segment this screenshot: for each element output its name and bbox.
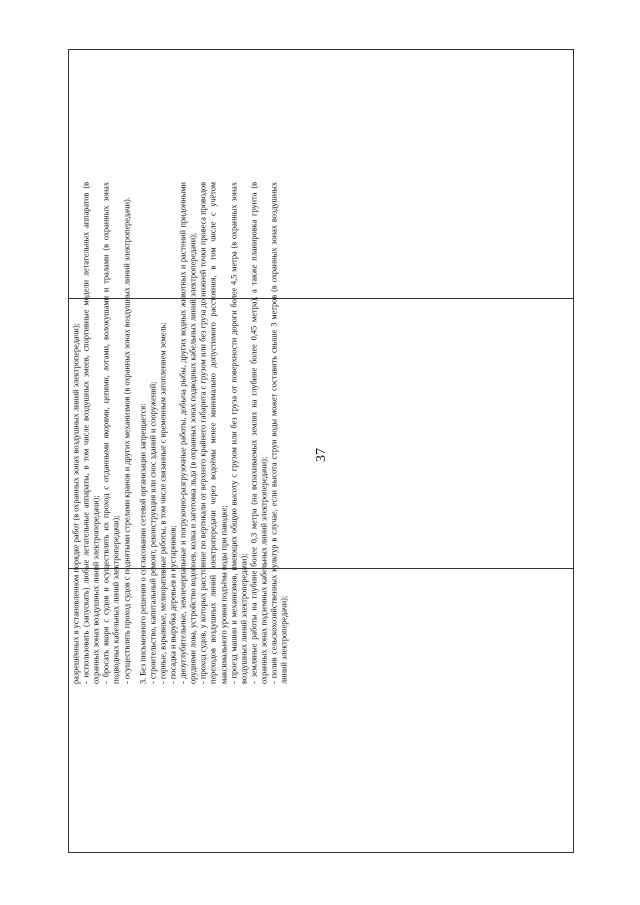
list-item: - использовать (запускать) любые летательные аппараты, в том числе воздушных змеев, спортивные модели летательных аппаратов (в охранных зонах воздушных линий электропередачи); (81, 182, 101, 684)
text-cell (69, 178, 574, 688)
section-heading: 3. Без письменного решения о согласовании сетевой организации запрещается: (138, 403, 148, 684)
list-item: - земляные работы на глубине более 0,3 метра (на вспахиваемых землях на глубине более 0,45 метра), а также планировка грунта (в охранных зонах подземных кабельных линий электропередачи); (249, 182, 269, 684)
list-item: - проход судов, у которых расстояние по вертикали от верхнего крайнего габарита с грузом или без груза до нижней точки провеса проводов переходов воздушных линий электропередачи через водоёмы менее минимально допустимого расстояния, в том числе с учётом максимального уровня подъёма воды при паводке; (198, 182, 229, 684)
list-item: - полив сельскохозяйственных культур в случае, если высота струи воды может составить свыше 3 метров (в охранных зонах воздушных линий электропередачи); (269, 182, 289, 684)
list-item: - дноуглубительные, землечерпальные и погрузочно-разгрузочные работы, добыча рыбы, других водных животных и растений придонными орудиями лова, устройство водопоев, колка и заготовка льда (в охранных зонах подводных кабельных линий электропередачи); (178, 182, 198, 684)
list-item: - осуществлять проход судов с поднятыми стрелами кранов и других механизмов (в охранных зонах воздушных линий электропередачи). (122, 197, 132, 684)
list-item: - горные, взрывные, мелиоративные работы, в том числе связанные с временным затоплением земель; (158, 322, 168, 684)
paragraph-continuation: разрешённых в установленном порядке работ (в охранных зонах воздушных линий электропередачи); (71, 323, 81, 684)
page-number: 37 (314, 448, 329, 462)
list-item: - строительство, капитальный ремонт, реконструкция или снос зданий и сооружений; (148, 381, 158, 684)
list-item: - посадка и вырубка деревьев и кустарников; (168, 525, 178, 684)
list-item: - проезд машин и механизмов, имеющих общую высоту с грузом или без груза от поверхности дороги более 4,5 метра (в охранных зонах воздушных линий электропередачи); (229, 182, 249, 684)
list-item: - бросать якоря с судов и осуществлять их проход с отданными якорями, цепями, лотами, волокушами и тралами (в охранных зонах подводных кабельных линий электропередачи); (101, 182, 121, 684)
